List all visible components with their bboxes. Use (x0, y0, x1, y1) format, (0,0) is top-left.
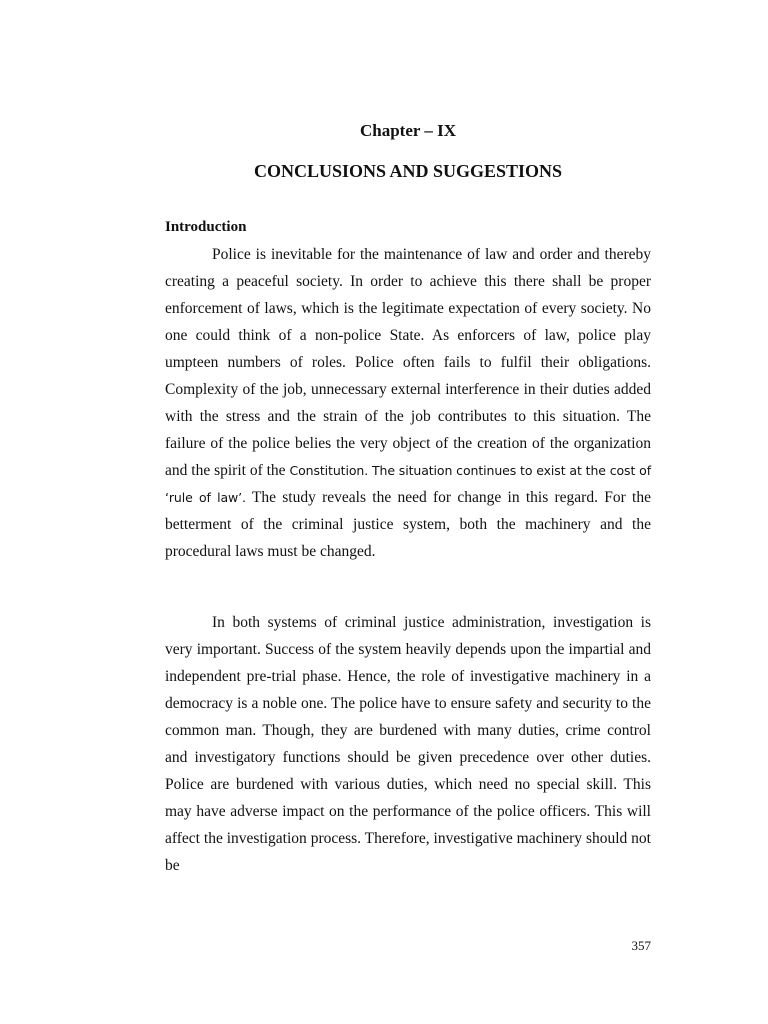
paragraph-1-text-start: Police is inevitable for the maintenance of law and order and thereby creating a peaceful society. In order to achieve this there shall be proper enforcement of laws, which is the legitimate expectation of every society. No one could think of a non-police State. As enforcers of law, police play umpteen numbers of roles. Police often fails to fulfil their obligations. Complexity of the job, unnecessary external interference in their duties added with the stress and the strain of the job contributes to this situation. The failure of the police belies the very object of the creation of the organization and the spirit of the (165, 246, 651, 479)
paragraph-1 (165, 241, 651, 565)
paragraph-1-sans-text: Constitution. The situation continues to exist at the cost of ‘rule of law’. (165, 463, 651, 505)
page-number: 357 (631, 938, 651, 953)
section-heading: Introduction (165, 219, 247, 235)
paragraph-2: In both systems of criminal justice administration, investigation is very important. Success of the system heavily depends upon the impartial and independent pre-trial phase. Hence, the role of investigative machinery in a democracy is a noble one. The police have to ensure safety and security to the common man. Though, they are burdened with many duties, crime control and investigatory functions should be given precedence over other duties. Police are burdened with various duties, which need no special skill. This may have adverse impact on the performance of the police officers. This will affect the investigation process. Therefore, investigative machinery should not be (165, 614, 651, 874)
chapter-title: CONCLUSIONS AND SUGGESTIONS (253, 161, 563, 181)
paragraph-1-text-end: The study reveals the need for change in this regard. For the betterment of the criminal justice system, both the machinery and the procedural laws must be changed. (165, 489, 651, 560)
chapter-label: Chapter – IX (359, 121, 457, 140)
